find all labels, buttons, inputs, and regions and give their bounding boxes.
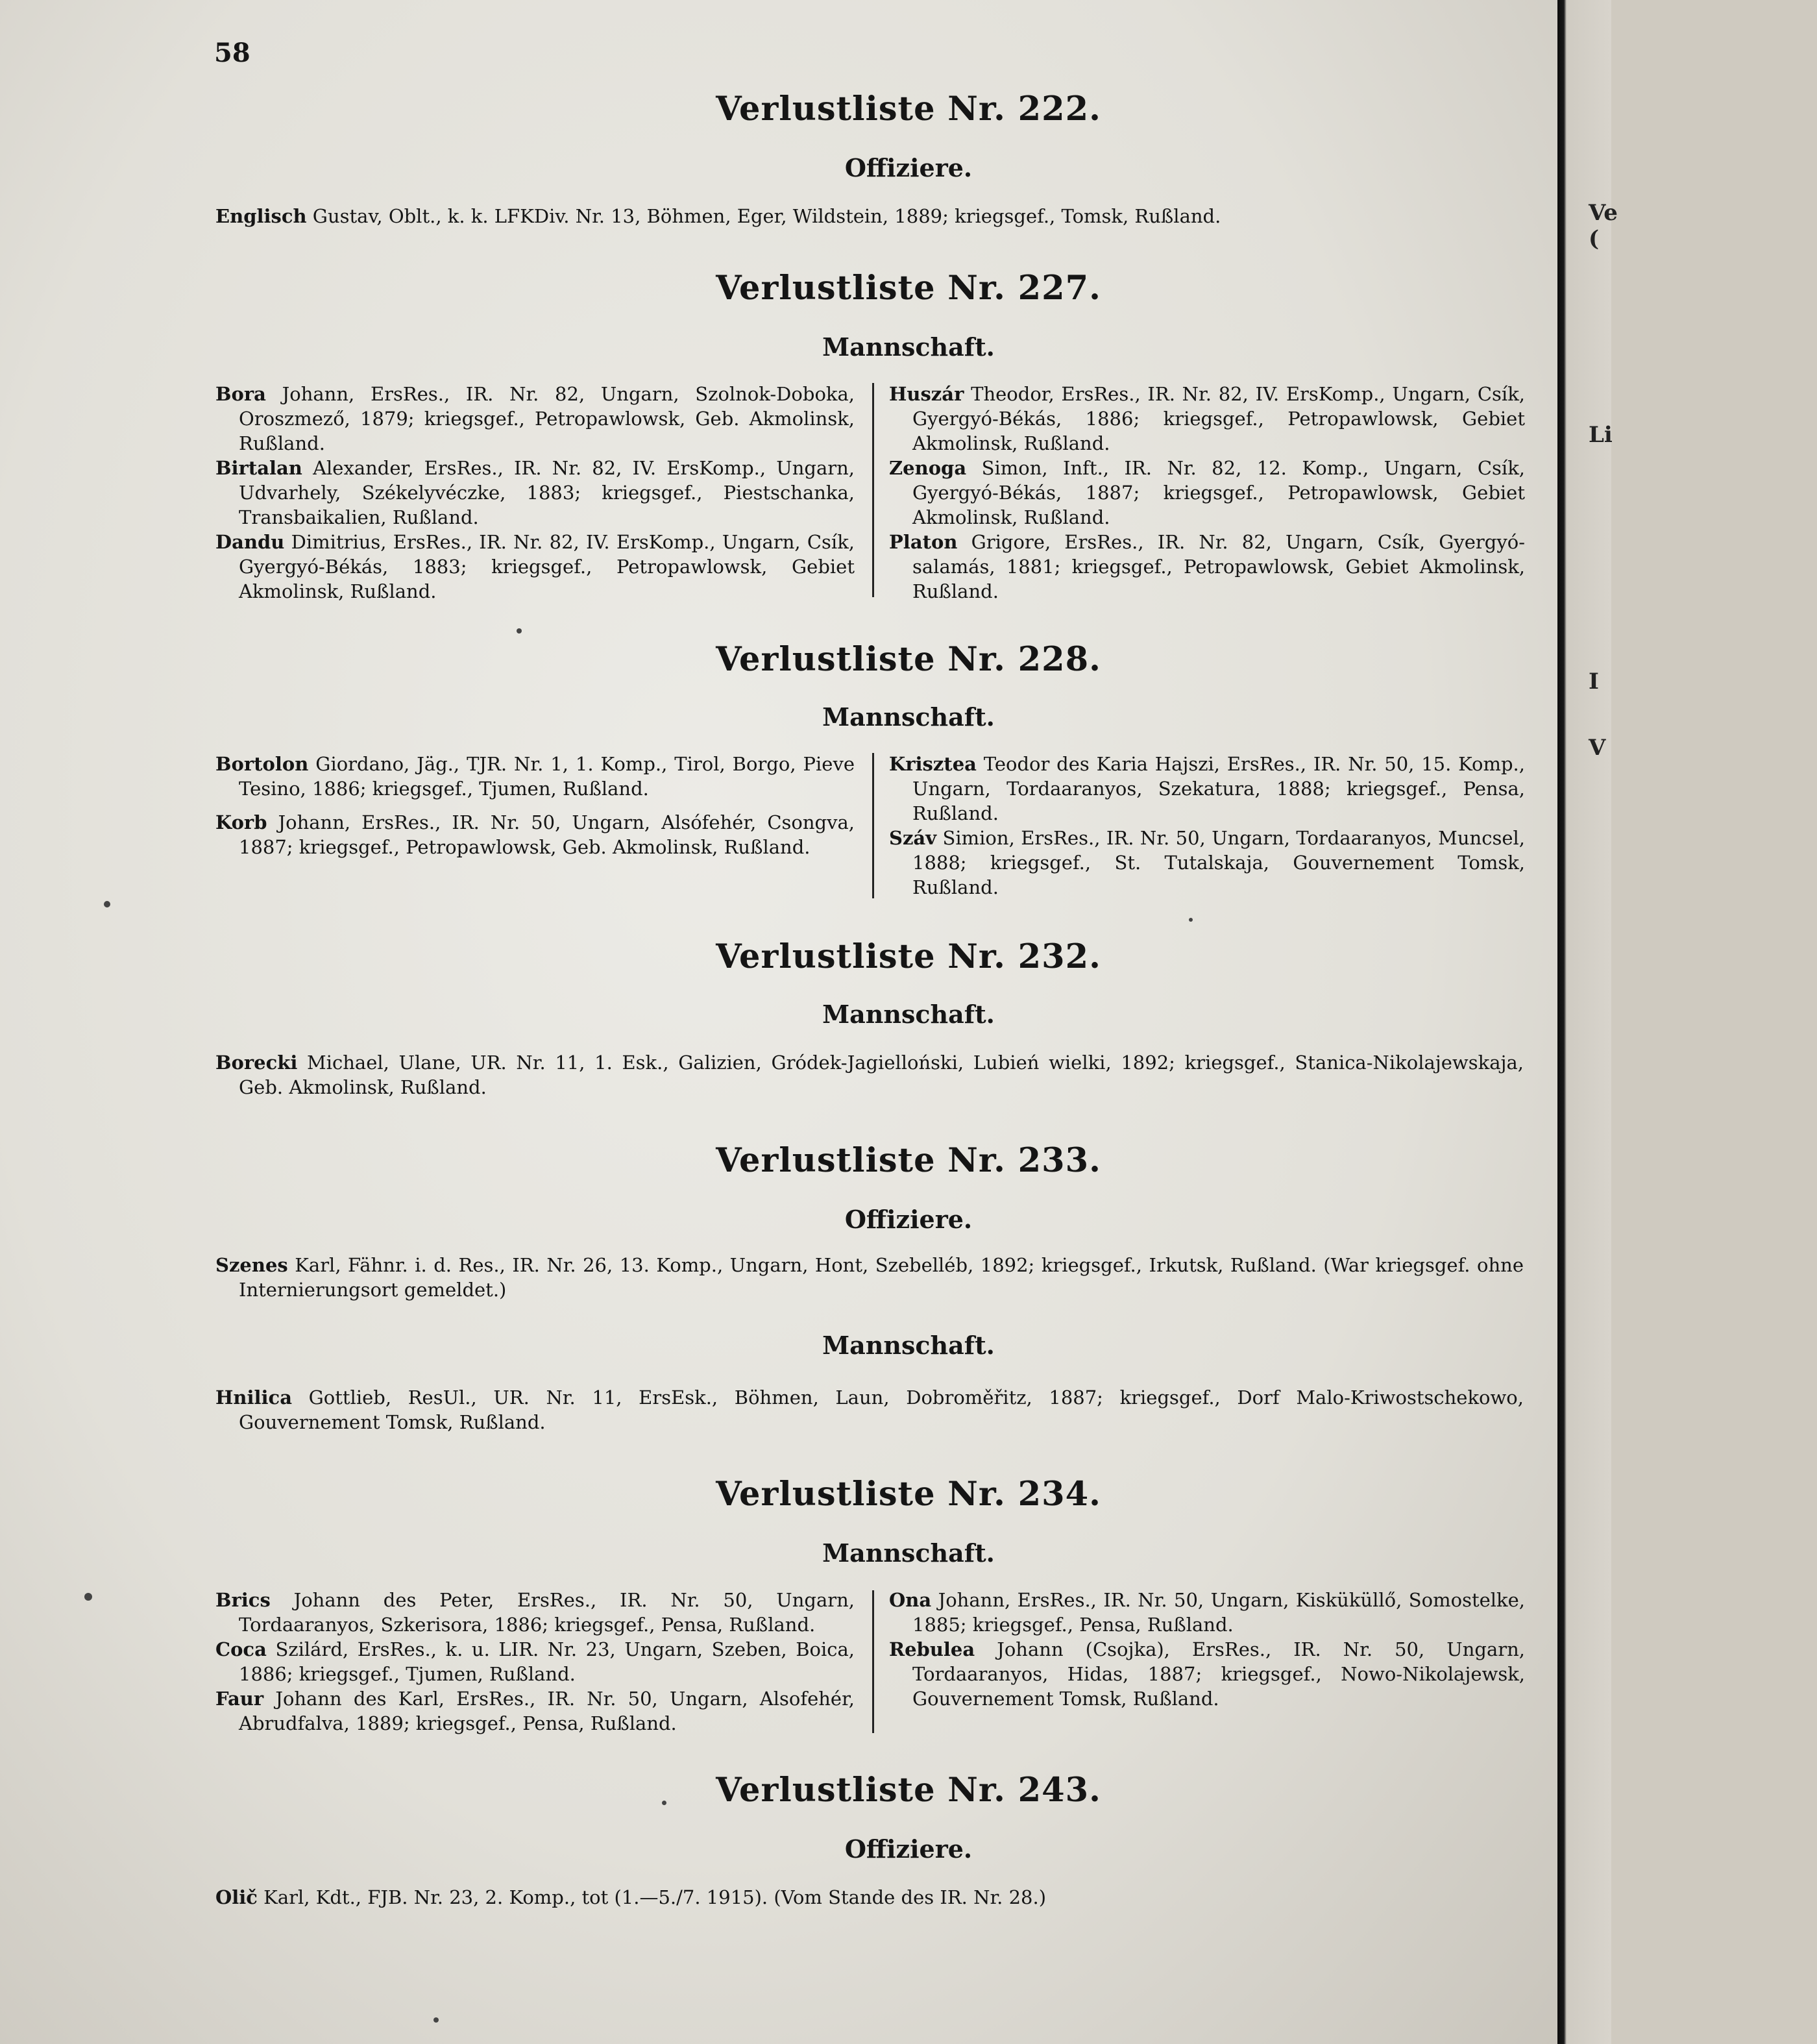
entry-details: Alexander, ErsRes., IR. Nr. 82, IV. ErsKomp., Ungarn, Udvarhely, Székelyvéczke, 1883; kriegsgef., Piestschanka, Transbaikalien, Rußland. — [239, 457, 855, 528]
entry-details: Johann des Karl, ErsRes., IR. Nr. 50, Ungarn, Alsofehér, Abrudfalva, 1889; kriegsgef., Pensa, Rußland. — [239, 1688, 855, 1734]
entry-surname: Hnilica — [215, 1386, 292, 1409]
list-entry — [889, 456, 1525, 530]
entry-column-right — [889, 382, 1525, 604]
entry-surname: Bortolon — [215, 753, 309, 775]
list-entry — [215, 204, 1524, 228]
column-divider — [872, 383, 874, 597]
entry-column-left — [215, 382, 855, 604]
list-entry — [889, 1637, 1525, 1711]
entry-details: Simon, Inft., IR. Nr. 82, 12. Komp., Ungarn, Csík, Gyergyó-Békás, 1887; kriegsgef., Petropawlowsk, Gebiet Akmolinsk, Rußland. — [912, 457, 1525, 528]
entry-details: Karl, Fähnr. i. d. Res., IR. Nr. 26, 13. Komp., Ungarn, Hont, Szebelléb, 1892; kriegsgef., Irkutsk, Rußland. (War kriegsgef. ohne Internierungsort gemeldet.) — [239, 1254, 1524, 1301]
entry-surname: Ona — [889, 1589, 932, 1611]
entry-surname: Coca — [215, 1638, 267, 1660]
entry-surname: Platon — [889, 531, 958, 553]
category-heading: Mannschaft. — [822, 702, 995, 732]
section-title: Verlustliste Nr. 228. — [716, 640, 1101, 679]
entry-block — [215, 1050, 1524, 1100]
entry-surname: Dandu — [215, 531, 285, 553]
facing-page-edge — [1557, 0, 1611, 2044]
entry-surname: Olič — [215, 1886, 258, 1908]
category-heading: Mannschaft. — [822, 332, 995, 362]
list-entry — [215, 530, 855, 604]
scan-speck — [84, 1593, 92, 1601]
scan-speck — [104, 901, 110, 907]
page-number: 58 — [214, 38, 250, 68]
entry-details: Johann, ErsRes., IR. Nr. 50, Ungarn, Alsófehér, Csongva, 1887; kriegsgef., Petropawlowsk, Geb. Akmolinsk, Rußland. — [239, 811, 855, 858]
list-entry — [215, 1686, 855, 1736]
entry-surname: Bora — [215, 383, 266, 405]
entry-surname: Rebulea — [889, 1638, 975, 1660]
section-title: Verlustliste Nr. 232. — [716, 937, 1101, 976]
entry-surname: Faur — [215, 1688, 264, 1710]
entry-surname: Borecki — [215, 1052, 298, 1074]
list-entry — [215, 752, 855, 801]
list-entry — [889, 530, 1525, 604]
entry-details: Dimitrius, ErsRes., IR. Nr. 82, IV. ErsKomp., Ungarn, Csík, Gyergyó-Békás, 1883; kriegsgef., Petropawlowsk, Gebiet Akmolinsk, Rußland. — [239, 531, 855, 602]
category-heading: Offiziere. — [844, 1834, 973, 1864]
entry-surname: Englisch — [215, 205, 307, 227]
section-title: Verlustliste Nr. 243. — [716, 1771, 1101, 1810]
category-heading: Offiziere. — [844, 1205, 973, 1234]
list-entry — [215, 382, 855, 456]
list-entry — [215, 1588, 855, 1637]
entry-block — [215, 1253, 1524, 1302]
list-entry — [889, 382, 1525, 456]
entry-details: Johann (Csojka), ErsRes., IR. Nr. 50, Ungarn, Tordaaranyos, Hidas, 1887; kriegsgef., Nowo-Nikolajewsk, Gouvernement Tomsk, Rußland. — [912, 1638, 1525, 1710]
entry-details: Simion, ErsRes., IR. Nr. 50, Ungarn, Tordaaranyos, Muncsel, 1888; kriegsgef., St. Tutalskaja, Gouvernement Tomsk, Rußland. — [912, 827, 1525, 898]
column-divider — [872, 753, 874, 898]
entry-column-left — [215, 752, 855, 859]
entry-details: Grigore, ErsRes., IR. Nr. 82, Ungarn, Csík, Gyergyó-salamás, 1881; kriegsgef., Petropawlowsk, Gebiet Akmolinsk, Rußland. — [912, 531, 1525, 602]
list-entry — [215, 1885, 1524, 1910]
scan-speck — [1189, 918, 1193, 922]
section-title: Verlustliste Nr. 234. — [716, 1475, 1101, 1514]
entry-surname: Krisztea — [889, 753, 977, 775]
list-entry — [215, 810, 855, 859]
entry-block — [215, 1385, 1524, 1434]
scan-speck — [662, 1801, 666, 1805]
entry-block — [215, 1885, 1524, 1910]
entry-block — [215, 204, 1524, 228]
entry-surname: Száv — [889, 827, 937, 849]
entry-details: Johann, ErsRes., IR. Nr. 82, Ungarn, Szolnok-Doboka, Oroszmező, 1879; kriegsgef., Petropawlowsk, Geb. Akmolinsk, Rußland. — [239, 383, 855, 454]
column-divider — [872, 1590, 874, 1733]
edge-text: ( — [1589, 226, 1600, 252]
entry-surname: Korb — [215, 811, 267, 833]
entry-column-right — [889, 1588, 1525, 1711]
entry-details: Theodor, ErsRes., IR. Nr. 82, IV. ErsKomp., Ungarn, Csík, Gyergyó-Békás, 1886; kriegsgef., Petropawlowsk, Gebiet Akmolinsk, Rußland. — [912, 383, 1525, 454]
section-title: Verlustliste Nr. 227. — [716, 269, 1101, 308]
entry-column-right — [889, 752, 1525, 900]
list-entry — [889, 826, 1525, 900]
entry-surname: Birtalan — [215, 457, 302, 479]
list-entry — [215, 1385, 1524, 1434]
scan-speck — [433, 2017, 439, 2023]
edge-text: I — [1589, 669, 1599, 695]
entry-details: Gustav, Oblt., k. k. LFKDiv. Nr. 13, Böhmen, Eger, Wildstein, 1889; kriegsgef., Tomsk, Rußland. — [306, 205, 1221, 227]
entry-surname: Zenoga — [889, 457, 967, 479]
edge-text: Li — [1589, 422, 1613, 448]
section-title: Verlustliste Nr. 222. — [716, 90, 1101, 129]
category-heading: Mannschaft. — [822, 1331, 995, 1360]
list-entry — [215, 456, 855, 530]
scan-speck — [517, 628, 522, 634]
entry-surname: Huszár — [889, 383, 964, 405]
entry-details: Karl, Kdt., FJB. Nr. 23, 2. Komp., tot (1.—5./7. 1915). (Vom Stande des IR. Nr. 28.) — [257, 1886, 1047, 1908]
entry-surname: Szenes — [215, 1254, 288, 1276]
entry-details: Michael, Ulane, UR. Nr. 11, 1. Esk., Galizien, Gródek-Jagielloński, Lubień wielki, 1892; kriegsgef., Stanica-Nikolajewskaja, Geb. Akmolinsk, Rußland. — [239, 1052, 1524, 1098]
category-heading: Mannschaft. — [822, 1000, 995, 1029]
entry-surname: Brics — [215, 1589, 271, 1611]
entry-details: Johann des Peter, ErsRes., IR. Nr. 50, Ungarn, Tordaaranyos, Szkerisora, 1886; kriegsgef., Pensa, Rußland. — [239, 1589, 855, 1636]
list-entry — [889, 752, 1525, 826]
entry-details: Johann, ErsRes., IR. Nr. 50, Ungarn, Kisküküllő, Somostelke, 1885; kriegsgef., Pensa, Rußland. — [912, 1589, 1525, 1636]
list-entry — [215, 1253, 1524, 1302]
category-heading: Mannschaft. — [822, 1538, 995, 1568]
entry-details: Gottlieb, ResUl., UR. Nr. 11, ErsEsk., Böhmen, Laun, Dobroměřitz, 1887; kriegsgef., Dorf Malo-Kriwostschekowo, Gouvernement Tomsk, Rußland. — [239, 1386, 1524, 1433]
entry-details: Giordano, Jäg., TJR. Nr. 1, 1. Komp., Tirol, Borgo, Pieve Tesino, 1886; kriegsgef., Tjumen, Rußland. — [239, 753, 855, 800]
entry-column-left — [215, 1588, 855, 1736]
edge-text: V — [1589, 735, 1606, 761]
list-entry — [889, 1588, 1525, 1637]
section-title: Verlustliste Nr. 233. — [716, 1141, 1101, 1180]
list-entry — [215, 1050, 1524, 1100]
list-entry — [215, 1637, 855, 1686]
entry-details: Teodor des Karia Hajszi, ErsRes., IR. Nr. 50, 15. Komp., Ungarn, Tordaaranyos, Szekatura, 1888; kriegsgef., Pensa, Rußland. — [912, 753, 1525, 824]
category-heading: Offiziere. — [844, 153, 973, 182]
entry-details: Szilárd, ErsRes., k. u. LIR. Nr. 23, Ungarn, Szeben, Boica, 1886; kriegsgef., Tjumen, Rußland. — [239, 1638, 855, 1685]
edge-text: Ve — [1589, 200, 1618, 226]
